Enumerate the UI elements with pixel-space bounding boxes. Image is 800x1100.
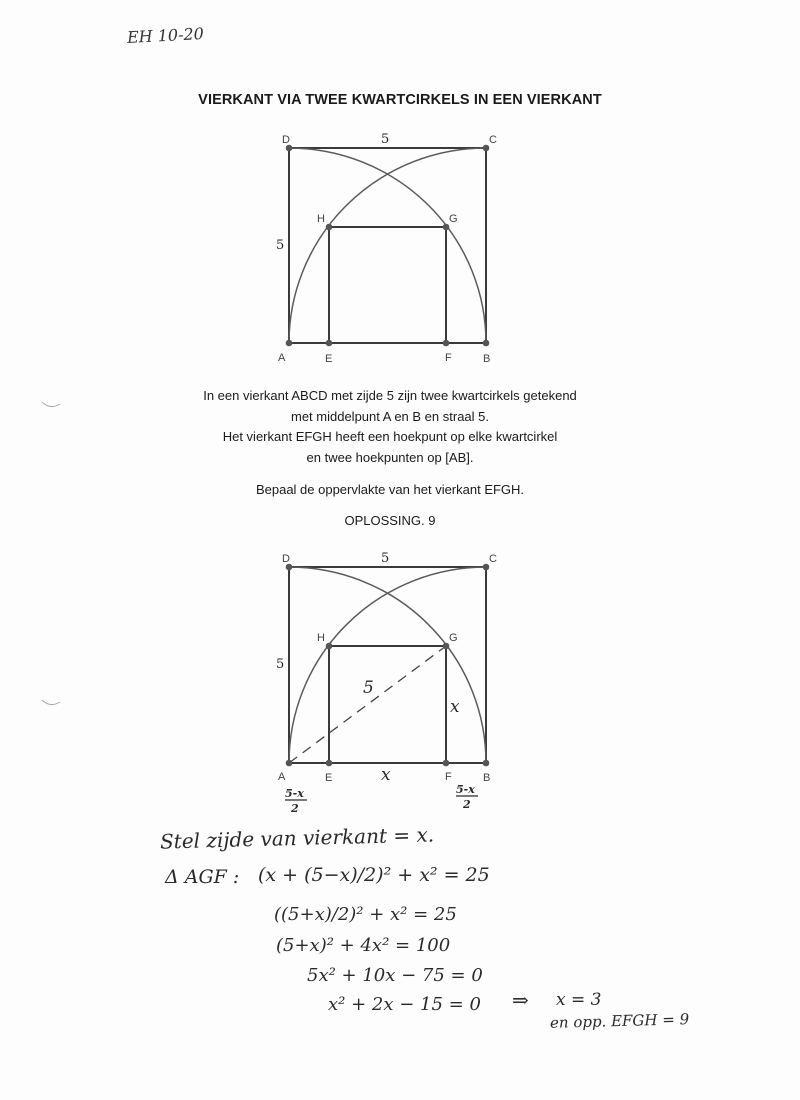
- point-b: [483, 760, 490, 767]
- label-f: F: [445, 771, 452, 783]
- label-c: C: [489, 553, 497, 565]
- fraction-left-denominator: 2: [291, 802, 299, 815]
- square-abcd: [289, 567, 486, 763]
- label-h: H: [317, 213, 325, 225]
- label-b: B: [483, 772, 491, 784]
- side-label-ef: x: [381, 765, 391, 785]
- point-h: [326, 643, 333, 650]
- handwritten-result-1: x = 3: [556, 990, 602, 1010]
- label-d: D: [282, 553, 290, 565]
- label-g: G: [449, 213, 458, 225]
- side-label-top: 5: [381, 551, 390, 566]
- fraction-right-denominator: 2: [463, 798, 471, 811]
- implies-arrow: ⇒: [512, 988, 529, 1012]
- label-c: C: [489, 134, 497, 146]
- diagonal-label: 5: [363, 678, 374, 698]
- label-a: A: [278, 771, 286, 783]
- solution-label: OPLOSSING. 9: [344, 513, 436, 528]
- side-label-gf: x: [450, 697, 460, 717]
- handwritten-line-1: Stel zijde van vierkant = x.: [159, 822, 435, 854]
- quarter-arc-b: [289, 567, 486, 763]
- label-d: D: [282, 134, 290, 146]
- handwritten-line-2-equation: (x + (5−x)/2)² + x² = 25: [258, 864, 490, 886]
- side-label-top: 5: [381, 132, 390, 147]
- side-label-left: 5: [276, 238, 285, 253]
- dashed-line-ag: [289, 646, 446, 763]
- label-f: F: [445, 352, 452, 364]
- fraction-right-numerator: 5-x: [456, 783, 475, 796]
- handwritten-line-3: ((5+x)/2)² + x² = 25: [274, 904, 457, 925]
- handwritten-line-2-prefix: Δ AGF :: [165, 866, 240, 888]
- point-f: [443, 760, 450, 767]
- problem-line: Het vierkant EFGH heeft een hoekpunt op elke kwartcirkel: [222, 429, 558, 444]
- fraction-left-numerator: 5-x: [285, 787, 304, 800]
- label-h: H: [317, 632, 325, 644]
- quarter-arc-a: [289, 567, 486, 763]
- problem-line: In een vierkant ABCD met zijde 5 zijn twee kwartcirkels getekend: [203, 388, 577, 403]
- question: Bepaal de oppervlakte van het vierkant EFGH.: [255, 482, 525, 497]
- binder-hole-mark: [42, 402, 60, 407]
- label-e: E: [325, 353, 333, 365]
- problem-line: en twee hoekpunten op [AB].: [306, 449, 474, 465]
- square-efgh: [329, 646, 446, 763]
- handwritten-result-2: en opp. EFGH = 9: [549, 1010, 690, 1032]
- handwritten-line-4: (5+x)² + 4x² = 100: [276, 935, 451, 956]
- label-e: E: [325, 772, 333, 784]
- label-g: G: [449, 632, 458, 644]
- label-a: A: [278, 352, 286, 364]
- page-title: VIERKANT VIA TWEE KWARTCIRKELS IN EEN VIERKANT: [198, 92, 602, 108]
- handwritten-line-5: 5x² + 10x − 75 = 0: [307, 965, 483, 986]
- binder-hole-mark: [42, 700, 60, 705]
- handwritten-line-6: x² + 2x − 15 = 0: [328, 994, 481, 1015]
- side-label-left: 5: [276, 657, 285, 672]
- point-a: [286, 760, 293, 767]
- problem-line: met middelpunt A en B en straal 5.: [290, 408, 489, 424]
- label-b: B: [483, 353, 491, 365]
- corner-note: EH 10-20: [126, 24, 205, 47]
- point-e: [326, 760, 333, 767]
